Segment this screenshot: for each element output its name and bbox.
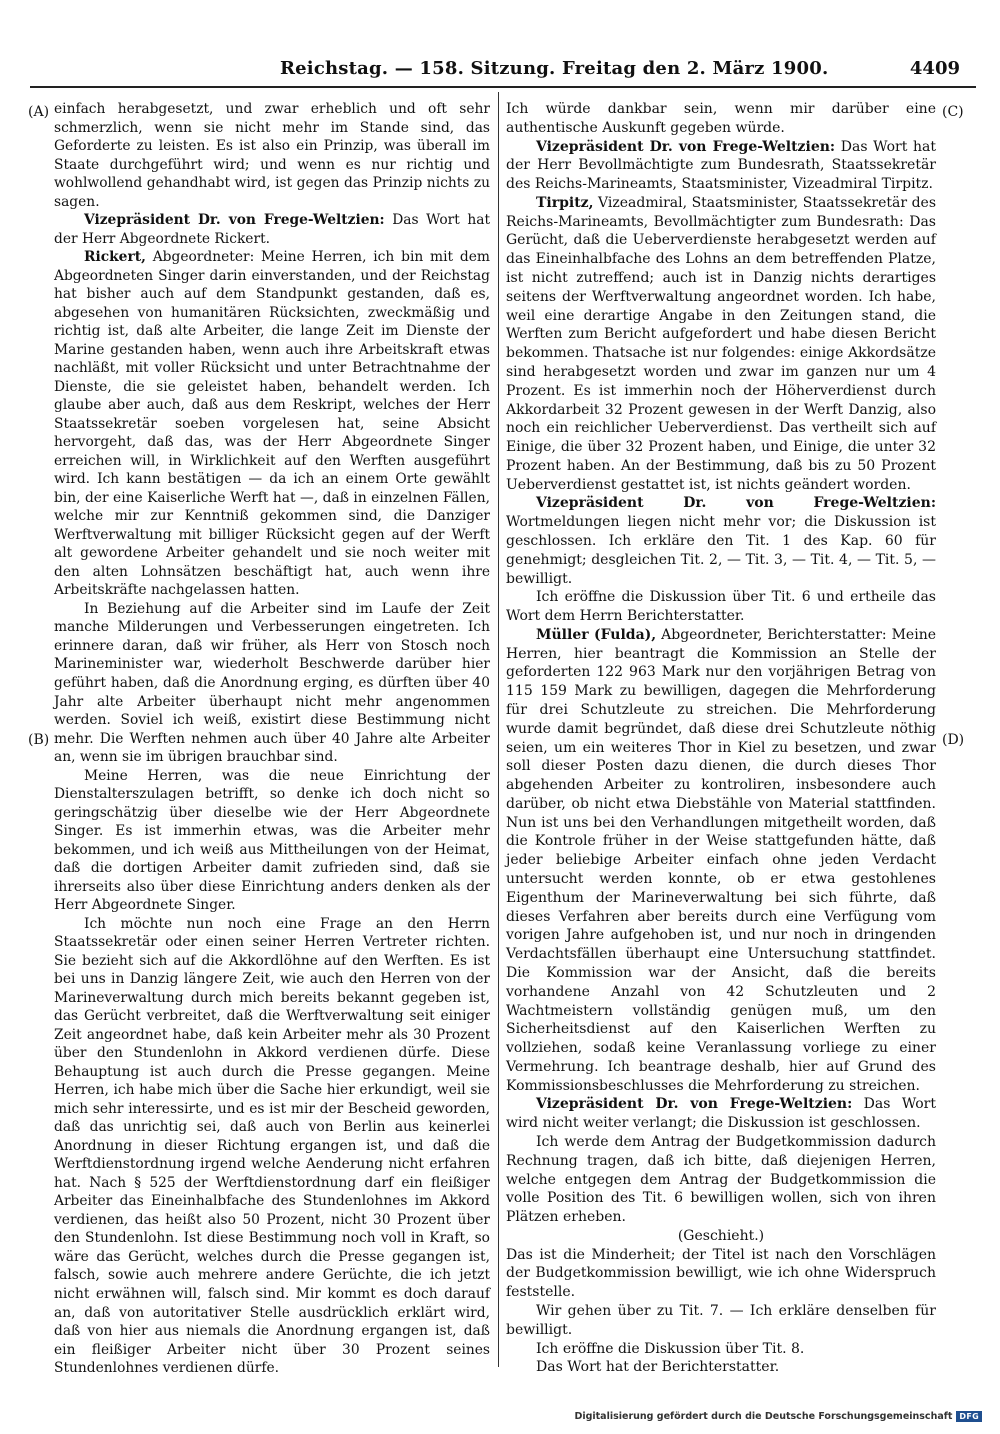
dfg-logo: DFG xyxy=(956,1411,982,1422)
speaker-name: Rickert, xyxy=(84,249,146,266)
paragraph: Ich möchte nun noch eine Frage an den Herrn Staatssekretär oder einen seiner Herren Vertreter richten. Sie bezieht sich auf die Akkordlöhne auf den Werften. Es ist bei uns in Danzig längere Zeit, wie auch den Herren von der Marineverwaltung durch mich bereits bekannt gegeben ist, das Gerücht verbreitet, daß die Werftverwaltung seit einiger Zeit angeordnet habe, daß kein Arbeiter mehr als 30 Prozent über den Stundenlohn in Akkord verdienen dürfe. Diese Behauptung ist auch durch die Presse gegangen. Meine Herren, ich habe mich über die Sache hier erkundigt, weil sie mich sehr interessirte, und es ist mir der Bescheid geworden, daß das unrichtig sei, daß auch von Berlin aus keinerlei Anordnung in dieser Richtung ergangen ist, und daß die Werftdienstordnung irgend welche Aenderung nicht erfahren hat. Nach § 525 der Werftdienstordnung darf ein fleißiger Arbeiter das Eineinhalbfache des Stundenlohnes im Akkord verdienen, das heißt also 50 Prozent, nicht 30 Prozent über den Stundenlohn. Ist diese Bestimmung noch voll in Kraft, so wäre das Gerücht, welches durch die Presse gegangen ist, falsch, sowie auch mehrere andere Gerüchte, die ich jetzt nicht erwähnen will, falsch sind. Mir kommt es doch darauf an, daß von autoritativer Stelle ausdrücklich erklärt wird, daß von hier aus niemals die Anordnung ergangen ist, daß ein fleißiger Arbeiter nicht über 30 Prozent seines Stundenlohnes verdienen dürfe. xyxy=(54,915,490,1377)
column-divider xyxy=(498,92,499,1367)
paragraph xyxy=(506,1095,936,1133)
speech-text: Abgeordneter: Meine Herren, ich bin mit dem Abgeordneten Singer darin einverstanden, und der Reichstag hat bisher auch auf dem Standpunkt gestanden, daß es, abgesehen von humanitären Rücksichten, zweckmäßig und richtig ist, daß alte Arbeiter, die lange Zeit im Dienste der Marine gestanden haben, wenn auch ihre Arbeitskraft etwas nachläßt, mit voller Rücksicht und unter Betrachtnahme der Dienste, die sie geleistet haben, behandelt werden. Ich glaube aber auch, daß aus dem Reskript, welches der Herr Staatssekretär soeben vorgelesen hat, seine Absicht hervorgeht, daß das, was der Herr Abgeordnete Singer erreichen will, in Wirklichkeit auf den Werften ausgeführt wird. Ich kann bestätigen — da ich an einem Orte gewählt bin, der eine Kaiserliche Werft hat —, daß in einzelnen Fällen, welche mir zur Kenntniß gekommen sind, die Danziger Werftverwaltung mit billiger Rücksicht gegen auf der Werft alt gewordene Arbeiter gehandelt und sie noch weiter mit den alten Lohnsätzen beschäftigt hat, auch wenn ihre Arbeitskräfte nachgelassen hatten. xyxy=(54,249,490,599)
right-column xyxy=(506,100,936,1377)
paragraph: Ich werde dem Antrag der Budgetkommission dadurch Rechnung tragen, daß ich bitte, daß diejenigen Herren, welche entgegen dem Antrag der Budgetkommission die volle Position des Tit. 6 bewilligen wollen, sich von ihren Plätzen erheben. xyxy=(506,1133,936,1226)
speaker-name: Vizepräsident Dr. von Frege-Weltzien: xyxy=(536,138,836,155)
margin-marker-b: (B) xyxy=(28,732,50,748)
paragraph: Meine Herren, was die neue Einrichtung der Dienstalterszulagen betrifft, so denke ich doch nicht so geringschätzig über dieselbe wie der Herr Abgeordnete Singer. Es ist immerhin etwas, was die Arbeiter mehr bekommen, und ich weiß aus Mittheilungen von der Heimat, daß die dortigen Arbeiter damit zufrieden sind, daß sie ihrerseits also über diese Einrichtung anders denken als der Herr Abgeordnete Singer. xyxy=(54,767,490,914)
paragraph xyxy=(54,211,490,248)
paragraph: Das Wort hat der Berichterstatter. xyxy=(536,1359,780,1376)
speech-text: Vizeadmiral, Staatsminister, Staatssekretär des Reichs-Marineamts, Bevollmächtigter zum Bundesrath: Das Gerücht, daß die Ueberverdienste herabgesetzt werden auf das Eineinhalbfache des Lohns an dem betreffenden Platze, ist nicht zutreffend; auch ist in Danzig nichts derartiges seitens der Werftverwaltung angeordnet worden. Ich habe, weil eine derartige Angabe in den Zeitungen stand, die Werften zum Bericht aufgefordert und habe diesen Bericht bekommen. Thatsache ist nur folgendes: einige Akkordsätze sind herabgesetzt worden und zwar im ganzen nur um 4 Prozent. Es ist immerhin noch der Höherverdienst durch Akkordarbeit 32 Prozent gewesen in der Werft Danzig, also noch ein reichlicher Ueberverdienst. Das vertheilt sich auf Einige, die über 32 Prozent haben, und Einige, die unter 32 Prozent haben. An der Bestimmung, daß bis zu 50 Prozent Ueberverdienst gestattet ist, ist nichts geändert worden. xyxy=(506,194,936,493)
digitization-credit xyxy=(574,1411,982,1422)
speech-text: Abgeordneter, Berichterstatter: Meine Herren, hier beantragt die Kommission an Stelle der geforderten 122 963 Mark nur den vorjährigen Betrag von 115 159 Mark zu bewilligen, dagegen die Mehrforderung für drei Schutzleute zu streichen. Die Mehrforderung wurde damit begründet, daß diese drei Schutzleute nöthig seien, um ein weiteres Thor in Kiel zu besetzen, und zwar soll dieser Posten dazu dienen, die durch dieses Thor abgehenden Arbeiter zu kontroliren, insbesondere auch darüber, ob nicht etwa Diebstähle von Material stattfinden. Nun ist uns bei den Verhandlungen mitgetheilt worden, daß die Kontrole früher in der Weise stattgefunden hätte, daß jeder beliebige Arbeiter einfach ohne jeden Verdacht untersucht werden konnte, ob er etwa gestohlenes Eigenthum der Marineverwaltung bei sich führte, daß dieses Verfahren aber bereits durch eine Verfügung vom vorigen Jahre aufgehoben ist, und nur noch in dringenden Verdachtsfällen überhaupt eine Untersuchung stattfindet. Die Kommission war der Ansicht, daß die bereits vorhandene Anzahl von 42 Schutzleuten und 2 Wachtmeistern vollständig genügen muß, um den Sicherheitsdienst auf den Kaiserlichen Werften zu vollziehen, sodaß keine Veranlassung vorliege zu einer Vermehrung. Ich beantrage deshalb, hier auf Grund des Kommissionsbeschlusses die Mehrforderung zu streichen. xyxy=(506,626,936,1094)
paragraph: In Beziehung auf die Arbeiter sind im Laufe der Zeit manche Milderungen und Verbesserungen eingetreten. Ich erinnere daran, daß wir früher, als Herr von Stosch noch Marineminister war, wiederholt Beschwerde darüber hier geführt haben, daß die Anordnung erging, es dürften über 40 Jahr alte Arbeiter überhaupt nicht mehr angenommen werden. Soviel ich weiß, existirt diese Bestimmung nicht mehr. Die Werften nehmen auch über 40 Jahre alte Arbeiter an, wenn sie im übrigen brauchbar sind. xyxy=(54,600,490,766)
margin-marker-a: (A) xyxy=(28,104,50,120)
speech-text: Das Wort hat der Herr Abgeordnete Rickert. xyxy=(54,212,490,247)
speaker-name: Vizepräsident Dr. von Frege-Weltzien: xyxy=(84,212,385,229)
paragraph xyxy=(506,494,936,588)
paragraph xyxy=(506,194,936,495)
margin-marker-d: (D) xyxy=(942,732,965,748)
paragraph: Ich würde dankbar sein, wenn mir darüber eine authentische Auskunft gegeben würde. xyxy=(506,101,936,136)
speaker-name: Vizepräsident Dr. von Frege-Weltzien: xyxy=(536,495,936,512)
paragraph: Ich eröffne die Diskussion über Tit. 8. xyxy=(536,1340,805,1357)
speech-text: Wortmeldungen liegen nicht mehr vor; die Diskussion ist geschlossen. Ich erkläre den Tit. 1 des Kap. 60 für genehmigt; desgleichen Tit. 2, — Tit. 3, — Tit. 4, — Tit. 5, — bewilligt. xyxy=(506,514,936,587)
speech-text: Das Wort wird nicht weiter verlangt; die Diskussion ist geschlossen. xyxy=(506,1096,936,1132)
credit-text: Digitalisierung gefördert durch die Deutsche Forschungsgemeinschaft xyxy=(574,1411,953,1422)
paragraph: Wir gehen über zu Tit. 7. — Ich erkläre denselben für bewilligt. xyxy=(506,1303,936,1338)
speaker-name: Tirpitz, xyxy=(536,194,594,211)
paragraph xyxy=(54,248,490,600)
page-number: 4409 xyxy=(909,58,960,79)
left-column xyxy=(54,100,490,1378)
speaker-name: Vizepräsident Dr. von Frege-Weltzien: xyxy=(536,1096,853,1113)
page-header xyxy=(30,58,976,84)
speaker-name: Müller (Fulda), xyxy=(536,626,657,643)
paragraph: einfach herabgesetzt, und zwar erheblich und oft sehr schmerzlich, wenn sie nicht mehr im Stande sind, das Geforderte zu leisten. Es ist also ein Prinzip, was überall im Staate durchgeführt wird; und wenn es nur richtig und wohlwollend gehandhabt wird, ist gegen das Prinzip nichts zu sagen. xyxy=(54,101,490,210)
paragraph xyxy=(506,626,936,1096)
page-title: Reichstag. — 158. Sitzung. Freitag den 2. März 1900. xyxy=(280,58,829,79)
stage-direction: (Geschieht.) xyxy=(677,1227,765,1244)
speech-text: Das Wort hat der Herr Bevollmächtigte zum Bundesrath, Staatssekretär des Reichs-Marineamts, Staatsminister, Vizeadmiral Tirpitz. xyxy=(506,138,936,193)
paragraph: Ich eröffne die Diskussion über Tit. 6 und ertheile das Wort dem Herrn Berichterstatter. xyxy=(506,589,936,625)
paragraph xyxy=(506,138,936,194)
header-rule xyxy=(30,86,976,88)
paragraph: Das ist die Minderheit; der Titel ist nach den Vorschlägen der Budgetkommission bewilligt, wie ich ohne Widerspruch feststelle. xyxy=(506,1246,936,1301)
margin-marker-c: (C) xyxy=(942,104,964,120)
